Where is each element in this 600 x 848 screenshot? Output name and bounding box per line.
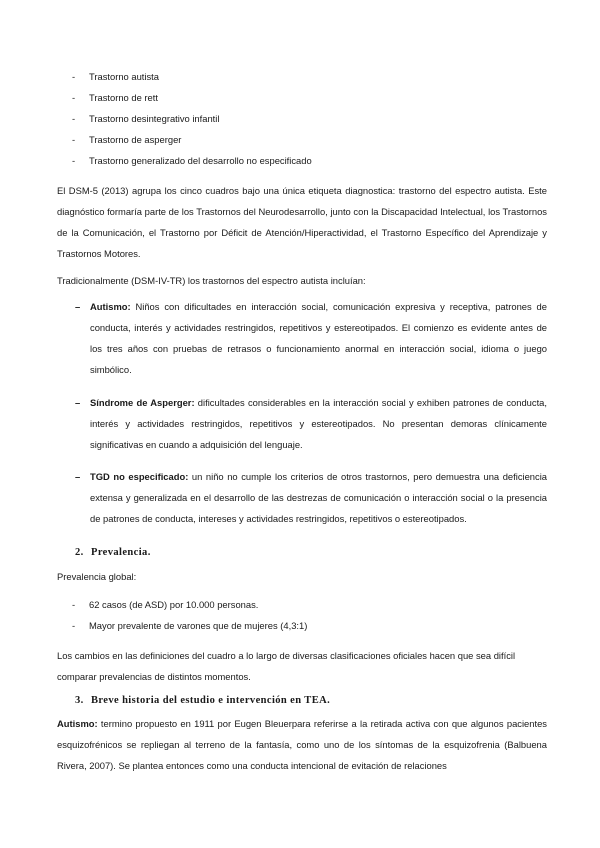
list-item-text: Trastorno de rett xyxy=(89,92,158,103)
prevalence-list xyxy=(72,598,307,640)
list-dash: - xyxy=(72,113,76,124)
list-item xyxy=(72,598,307,619)
traditional-intro: Tradicionalmente (DSM-IV-TR) los trastornos del espectro autista incluían: xyxy=(57,275,366,286)
bullet-term: TGD no especificado: xyxy=(90,471,189,482)
section-title: Prevalencia. xyxy=(91,547,151,558)
list-item xyxy=(72,112,312,133)
list-dash: - xyxy=(72,599,76,610)
bullet-text: un niño no cumple los criterios de otros trastornos, pero demuestra una deficiencia extensa y generalizada en el desarrollo de las destrezas de comunicación o interacción social o la presencia de patrones de conducta, intereses y actividades restringidos, repetitivos o estereotipados. xyxy=(90,471,547,524)
list-item-text: Mayor prevalente de varones que de mujeres (4,3:1) xyxy=(89,620,308,631)
bullet-text: Niños con dificultades en interacción social, comunicación expresiva y receptiva, patrones de conducta, interés y actividades restringidos, repetitivos y estereotipados. El comienzo es evidente antes de los tres años con pruebas de retrasos o funcionamiento anormal en interacción social, idioma o juego simbólico. xyxy=(90,301,547,375)
section-title: Breve historia del estudio e intervención en TEA. xyxy=(91,695,331,706)
tea-bullet-list xyxy=(75,296,547,529)
list-item-text: Trastorno generalizado del desarrollo no especificado xyxy=(89,155,312,166)
prevalencia-global-label: Prevalencia global: xyxy=(57,571,137,582)
list-dash: - xyxy=(72,134,76,145)
bullet-item-autismo xyxy=(75,296,547,380)
list-item-text: Trastorno desintegrativo infantil xyxy=(89,113,220,124)
history-paragraph xyxy=(57,713,547,776)
prevalence-paragraph: Los cambios en las definiciones del cuadro a lo largo de diversas clasificaciones oficiales hacen que sea difícil comparar prevalencias de distintos momentos. xyxy=(57,650,516,682)
list-item xyxy=(72,154,312,175)
list-dash: - xyxy=(72,71,76,82)
list-dash: - xyxy=(72,155,76,166)
list-item-text: Trastorno autista xyxy=(89,71,159,82)
bullet-item-asperger xyxy=(75,392,547,455)
bullet-text: dificultades considerables en la interacción social y exhiben patrones de conducta, interés y actividades restringidos, repetitivos y estereotipados. No presentan demoras clínicamente significativas en cuando a adquisición del lenguaje. xyxy=(90,397,547,450)
section-heading-historia xyxy=(75,694,330,708)
bullet-marker: – xyxy=(75,397,81,408)
list-item-text: 62 casos (de ASD) por 10.000 personas. xyxy=(89,599,259,610)
dsm5-paragraph: El DSM-5 (2013) agrupa los cinco cuadros bajo una única etiqueta diagnostica: trastorno del espectro autista. Este diagnóstico formaría parte de los Trastornos del Neurodesarrollo, junto con la Discapacidad Intelectual, los Trastornos de la Comunicación, el Trastorno por Déficit de Atención/Hiperactividad, el Trastorno Específico del Aprendizaje y Trastornos Motores. xyxy=(57,185,547,259)
list-dash: - xyxy=(72,620,76,631)
bullet-term: Autismo: xyxy=(90,301,131,312)
section-number: 2. xyxy=(75,547,84,558)
list-item xyxy=(72,91,312,112)
bullet-item-tgd xyxy=(75,466,547,529)
history-text: termino propuesto en 1911 por Eugen Bleuerpara referirse a la retirada activa con que algunos pacientes esquizofrénicos se repliegan al terreno de la fantasía, como uno de los síntomas de la esquizofrenia (Balbuena Rivera, 2007). Se plantea entonces como una conducta intencional de evitación de relaciones xyxy=(57,718,547,771)
list-item-text: Trastorno de asperger xyxy=(89,134,182,145)
section-number: 3. xyxy=(75,695,84,706)
disorder-list xyxy=(72,70,312,175)
list-dash: - xyxy=(72,92,76,103)
list-item xyxy=(72,70,312,91)
bullet-marker: – xyxy=(75,301,81,312)
list-item xyxy=(72,133,312,154)
list-item xyxy=(72,619,307,640)
bullet-term: Síndrome de Asperger: xyxy=(90,397,195,408)
bullet-marker: – xyxy=(75,471,81,482)
history-term: Autismo: xyxy=(57,718,98,729)
section-heading-prevalencia xyxy=(75,546,151,560)
